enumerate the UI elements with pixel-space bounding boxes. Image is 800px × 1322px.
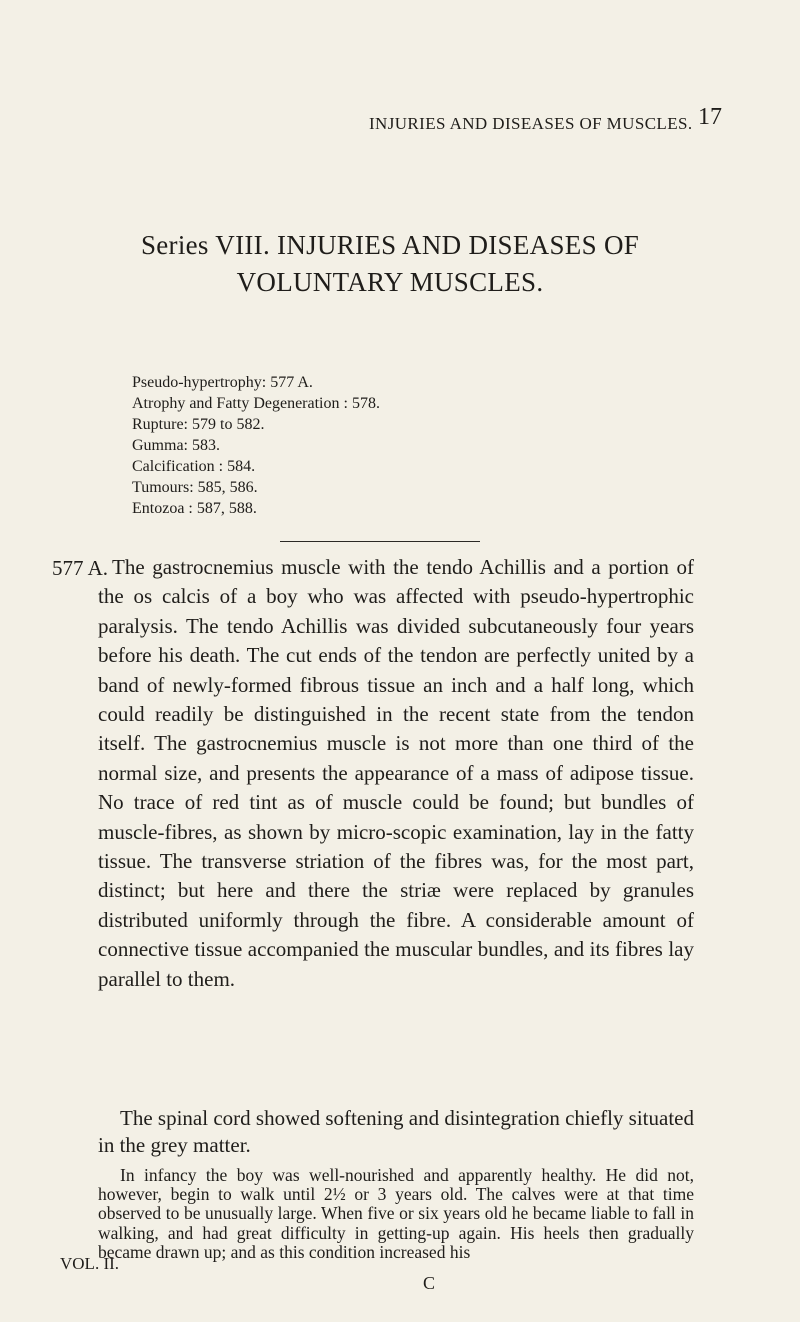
entry-description: The gastrocnemius muscle with the tendo Achillis and a portion of the os calcis of a boy who was affected with pseudo-hypertrophic paralysis. The tendo Achillis was divided subcutaneously four years before his death. The cut ends of the tendon are perfectly united by a band of newly-formed fibrous tissue an inch and a half long, which could readily be distinguished in the recent state from the tendon itself. The gastrocnemius muscle is not more than one third of the normal size, and presents the appearance of a mass of adipose tissue. No trace of red tint as of muscle could be found; but bundles of muscle-fibres, as shown by micro-scopic examination, lay in the fatty tissue. The transverse striation of the fibres was, for the most part, distinct; but here and there the striæ were replaced by granules distributed uniformly through the fibre. A considerable amount of connective tissue accompanied the muscular bundles, and its fibres lay parallel to them. bbox=[98, 555, 694, 991]
running-title: INJURIES AND DISEASES OF MUSCLES. bbox=[369, 114, 693, 133]
series-heading bbox=[110, 227, 670, 301]
contents-item: Pseudo-hypertrophy: 577 A. bbox=[132, 374, 313, 391]
volume-mark: VOL. II. bbox=[60, 1254, 120, 1273]
contents-item: Entozoa : 587, 588. bbox=[132, 500, 257, 517]
contents-item: Atrophy and Fatty Degeneration : 578. bbox=[132, 395, 380, 412]
contents-item: Gumma: 583. bbox=[132, 437, 220, 454]
entry-label: 577 A. bbox=[52, 556, 109, 580]
contents-item: Rupture: 579 to 582. bbox=[132, 416, 265, 433]
signature-mark: C bbox=[423, 1273, 436, 1293]
contents-item: Tumours: 585, 586. bbox=[132, 479, 258, 496]
series-heading-line-2: VOLUNTARY MUSCLES. bbox=[236, 267, 544, 297]
contents-item: Calcification : 584. bbox=[132, 458, 256, 475]
series-heading-line-1: Series VIII. INJURIES AND DISEASES OF bbox=[140, 230, 640, 260]
entry-spinal-note: The spinal cord showed softening and disintegration chiefly situated in the grey matter. bbox=[98, 1106, 694, 1157]
case-history: In infancy the boy was well-nourished and apparently healthy. He did not, however, begin to walk until 2½ or 3 years old. The calves were at that time observed to be unusually large. When five or six years old he became liable to fall in walking, and had great difficulty in getting-up again. His heels then gradually became drawn up; and as this condition increased his bbox=[98, 1165, 694, 1262]
page-number: 17 bbox=[698, 104, 722, 130]
section-divider bbox=[280, 541, 480, 542]
contents-list bbox=[132, 372, 632, 519]
